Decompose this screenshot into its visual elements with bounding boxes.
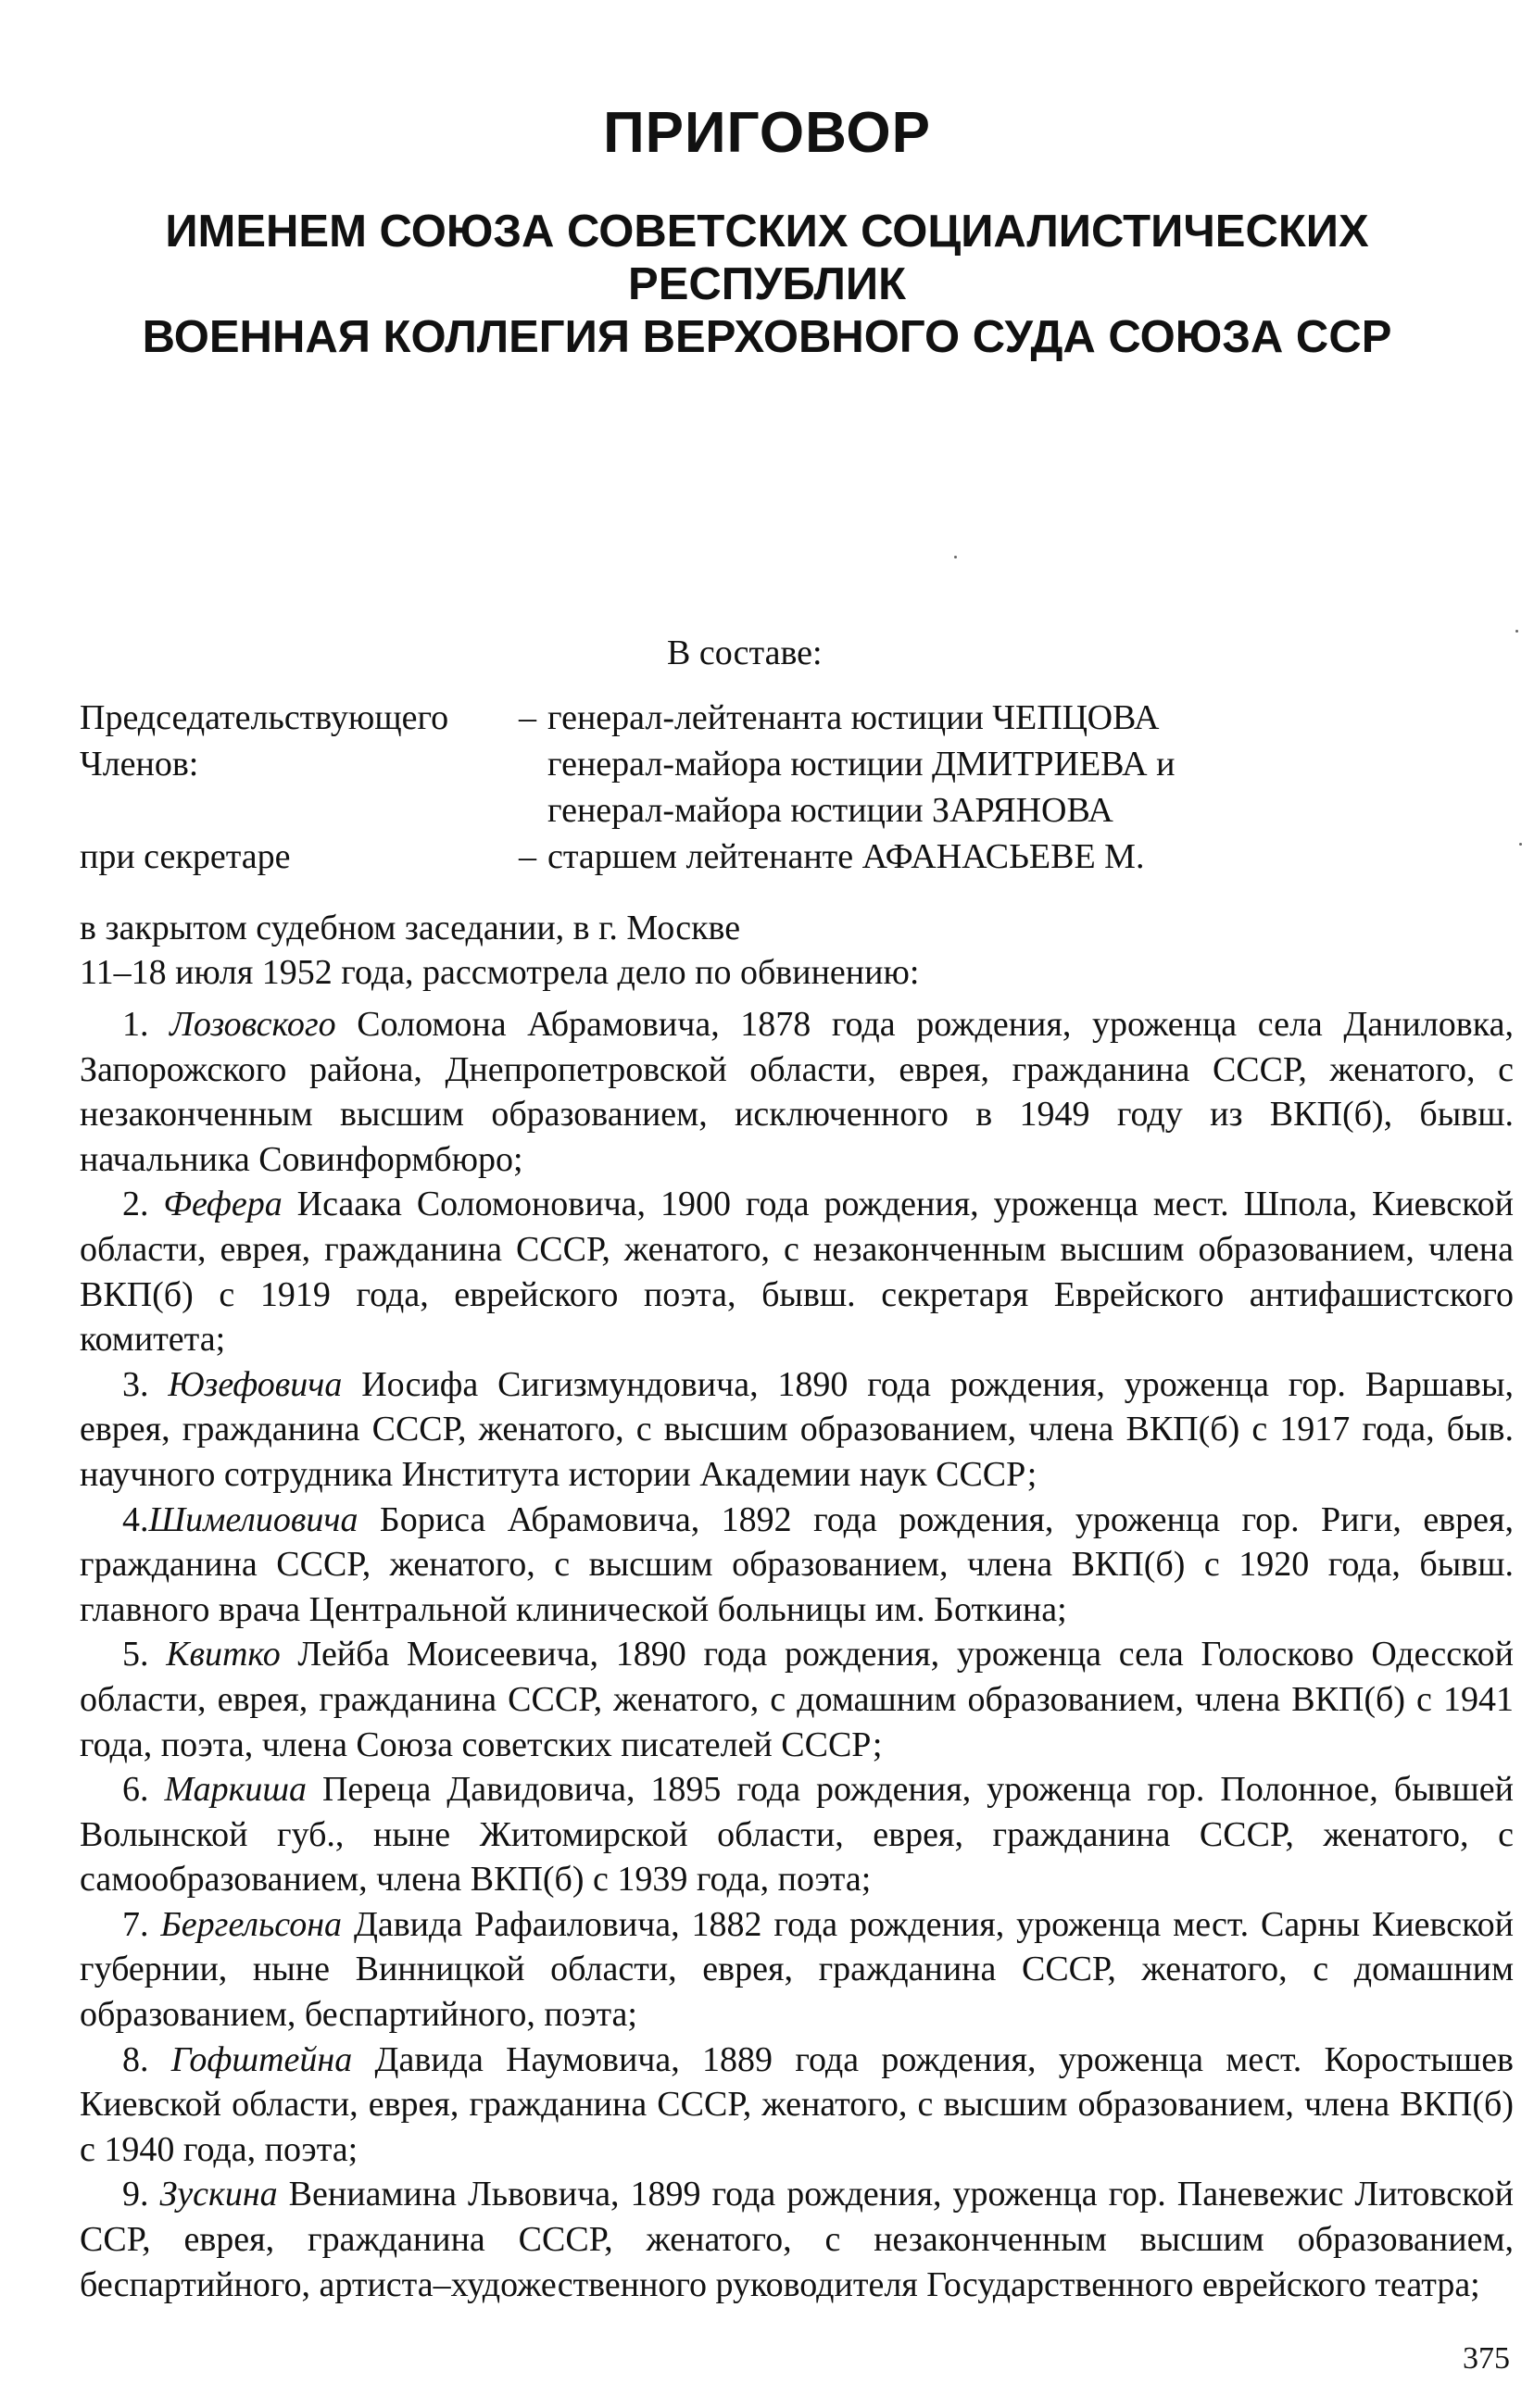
defendant-details: Давида Рафаиловича, 1882 года рождения, уроженца мест. Сарны Киевской губернии, ныне Винницкой области, еврея, гражданина СССР, женатого, с домашним образованием, беспартийного, поэта; (80, 1904, 1515, 2035)
defendant-surname: Юзефовича (168, 1364, 343, 1404)
session-intro-line-2: 11–18 июля 1952 года, рассмотрела дело по обвинению: (80, 953, 920, 992)
court-heading-line-2: РЕСПУБЛИК (628, 259, 906, 309)
defendant-entry (80, 2038, 1514, 2173)
defendant-details: Переца Давидовича, 1895 года рождения, уроженца гор. Полонное, бывшей Волынской губ., ныне Житомирской области, еврея, гражданина СССР, женатого, с самообразованием, члена ВКП(б) с 1939 года, поэта; (80, 1770, 1515, 1900)
page-title: ПРИГОВОР (603, 101, 931, 165)
defendant-details: Бориса Абрамовича, 1892 года рождения, уроженца гор. Риги, еврея, гражданина СССР, женатого, с высшим образованием, члена ВКП(б) с 1920 года, бывш. главного врача Центральной клинической больницы им. Боткина; (80, 1499, 1514, 1629)
session-intro (80, 906, 1469, 995)
defendant-entry (80, 1902, 1514, 2038)
court-heading (74, 206, 1460, 364)
panel-row-secretary (80, 834, 1377, 880)
panel-role: Председательствующего (80, 698, 449, 737)
court-panel (80, 695, 1377, 880)
panel-row-chair (80, 695, 1377, 741)
panel-name: старшем лейтенанте АФАНАСЬЕВЕ М. (547, 837, 1145, 876)
defendant-surname: Шимелиовича (148, 1499, 358, 1539)
defendant-number: 5. (122, 1635, 149, 1674)
scan-speck (1519, 843, 1522, 846)
defendant-details: Исаака Соломоновича, 1900 года рождения, уроженца мест. Шпола, Киевской области, еврея, гражданина СССР, женатого, с незаконченным высшим образованием, члена ВКП(б) с 1919 года, еврейского поэта, бывш. секретаря Еврейского антифашистского комитета; (80, 1185, 1515, 1360)
defendant-details: Вениамина Львовича, 1899 года рождения, уроженца гор. Паневежис Литовской ССР, еврея, гражданина СССР, женатого, с незаконченным высшим образованием, беспартийного, артиста–художественного руководителя Государственного еврейского театра; (80, 2175, 1514, 2304)
defendant-number: 8. (122, 2039, 149, 2079)
panel-role: Членов: (80, 745, 199, 784)
defendant-surname: Фефера (163, 1185, 283, 1224)
panel-name: генерал-лейтенанта юстиции ЧЕПЦОВА (547, 698, 1160, 737)
panel-dash: – (519, 698, 536, 737)
defendant-surname: Квитко (166, 1635, 281, 1674)
composition-label: В составе: (667, 633, 823, 672)
defendant-number: 4. (122, 1499, 149, 1539)
defendant-details: Лейба Моисеевича, 1890 года рождения, уроженца села Голосково Одесской области, еврея, гражданина СССР, женатого, с домашним образованием, члена ВКП(б) с 1941 года, поэта, члена Союза советских писателей СССР; (80, 1635, 1515, 1764)
defendant-details: Давида Наумовича, 1889 года рождения, уроженца мест. Коростышев Киевской области, еврея, гражданина СССР, женатого, с высшим образованием, члена ВКП(б) с 1940 года, поэта; (80, 2039, 1514, 2169)
defendant-number: 7. (122, 1904, 149, 1944)
defendant-entry (80, 1182, 1514, 1361)
defendant-number: 1. (122, 1005, 149, 1044)
defendants-list (80, 1002, 1514, 2307)
defendant-surname: Лозовского (170, 1005, 336, 1044)
court-heading-line-1: ИМЕНЕМ СОЮЗА СОВЕТСКИХ СОЦИАЛИСТИЧЕСКИХ (165, 207, 1369, 257)
defendant-number: 2. (122, 1185, 149, 1224)
panel-dash: – (519, 837, 536, 876)
session-intro-line-1: в закрытом судебном заседании, в г. Москве (80, 909, 741, 947)
scan-speck (954, 556, 957, 558)
defendant-surname: Гофштейна (170, 2039, 353, 2079)
defendant-details: Иосифа Сигизмундовича, 1890 года рождения, уроженца гор. Варшавы, еврея, гражданина СССР, женатого, с высшим образованием, члена ВКП(б) с 1917 года, быв. научного сотрудника Института истории Академии наук СССР; (80, 1364, 1515, 1494)
panel-name: генерал-майора юстиции ДМИТРИЕВА и (547, 745, 1176, 784)
panel-name: генерал-майора юстиции ЗАРЯНОВА (547, 791, 1113, 830)
defendant-number: 6. (122, 1770, 149, 1810)
court-heading-line-3: ВОЕННАЯ КОЛЛЕГИЯ ВЕРХОВНОГО СУДА СОЮЗА ССР (142, 312, 1392, 362)
panel-role: при секретаре (80, 837, 291, 876)
defendant-entry (80, 1632, 1514, 1767)
defendant-entry (80, 1498, 1514, 1633)
scan-speck (1515, 630, 1518, 633)
defendant-entry (80, 1002, 1514, 1182)
defendant-surname: Бергельсона (160, 1904, 343, 1944)
defendant-entry (80, 2172, 1514, 2307)
defendant-surname: Зускина (159, 2175, 278, 2214)
defendant-entry (80, 1362, 1514, 1498)
defendant-surname: Маркиша (164, 1770, 308, 1810)
defendant-details: Соломона Абрамовича, 1878 года рождения, уроженца села Даниловка, Запорожского района, Днепропетровской области, еврея, гражданина СССР, женатого, с незаконченным высшим образованием, исключенного в 1949 году из ВКП(б), бывш. начальника Совинформбюро; (80, 1005, 1515, 1179)
panel-row-member-2 (80, 787, 1377, 834)
defendant-number: 3. (122, 1364, 149, 1404)
defendant-entry (80, 1767, 1514, 1902)
defendant-number: 9. (122, 2175, 149, 2214)
page-number: 375 (1463, 2341, 1510, 2376)
panel-row-member-1 (80, 741, 1377, 787)
